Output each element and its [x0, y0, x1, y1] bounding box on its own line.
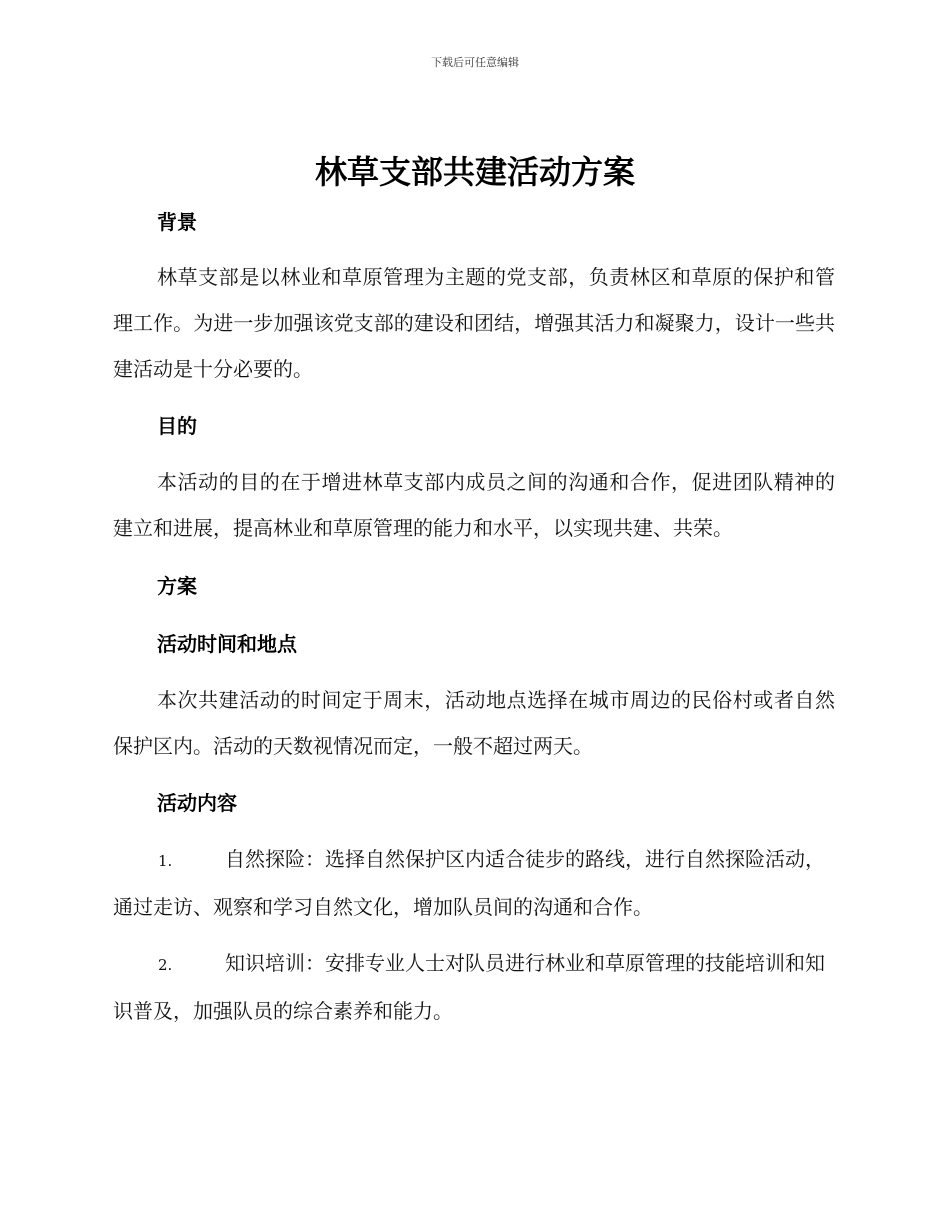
list-item: [113, 836, 835, 930]
heading-time-place: 活动时间和地点: [157, 632, 297, 656]
heading-plan: 方案: [157, 574, 197, 598]
list-item-number: 1.: [158, 852, 173, 870]
paragraph-purpose: 本活动的目的在于增进林草支部内成员之间的沟通和合作，促进团队精神的建立和进展，提高林业和草原管理的能力和水平，以实现共建、共荣。: [113, 470, 835, 540]
list-item: [113, 940, 835, 1034]
heading-activity-content: 活动内容: [157, 791, 237, 815]
list-item-number: 2.: [158, 956, 173, 974]
paragraph-time-place: 本次共建活动的时间定于周末，活动地点选择在城市周边的民俗村或者自然保护区内。活动的天数视情况而定，一般不超过两天。: [113, 688, 835, 758]
document-title: 林草支部共建活动方案: [314, 153, 635, 191]
heading-purpose: 目的: [157, 414, 197, 438]
paragraph-background: 林草支部是以林业和草原管理为主题的党支部，负责林区和草原的保护和管理工作。为进一步加强该党支部的建设和团结，增强其活力和凝聚力，设计一些共建活动是十分必要的。: [113, 265, 835, 381]
page-header-note: 下载后可任意编辑: [431, 56, 519, 69]
list-item-text: 知识培训：安排专业人士对队员进行林业和草原管理的技能培训和知识普及，加强队员的综合素养和能力。: [113, 951, 825, 1023]
list-item-text: 自然探险：选择自然保护区内适合徒步的路线，进行自然探险活动，通过走访、观察和学习自然文化，增加队员间的沟通和合作。: [113, 847, 825, 919]
heading-background: 背景: [157, 210, 197, 234]
